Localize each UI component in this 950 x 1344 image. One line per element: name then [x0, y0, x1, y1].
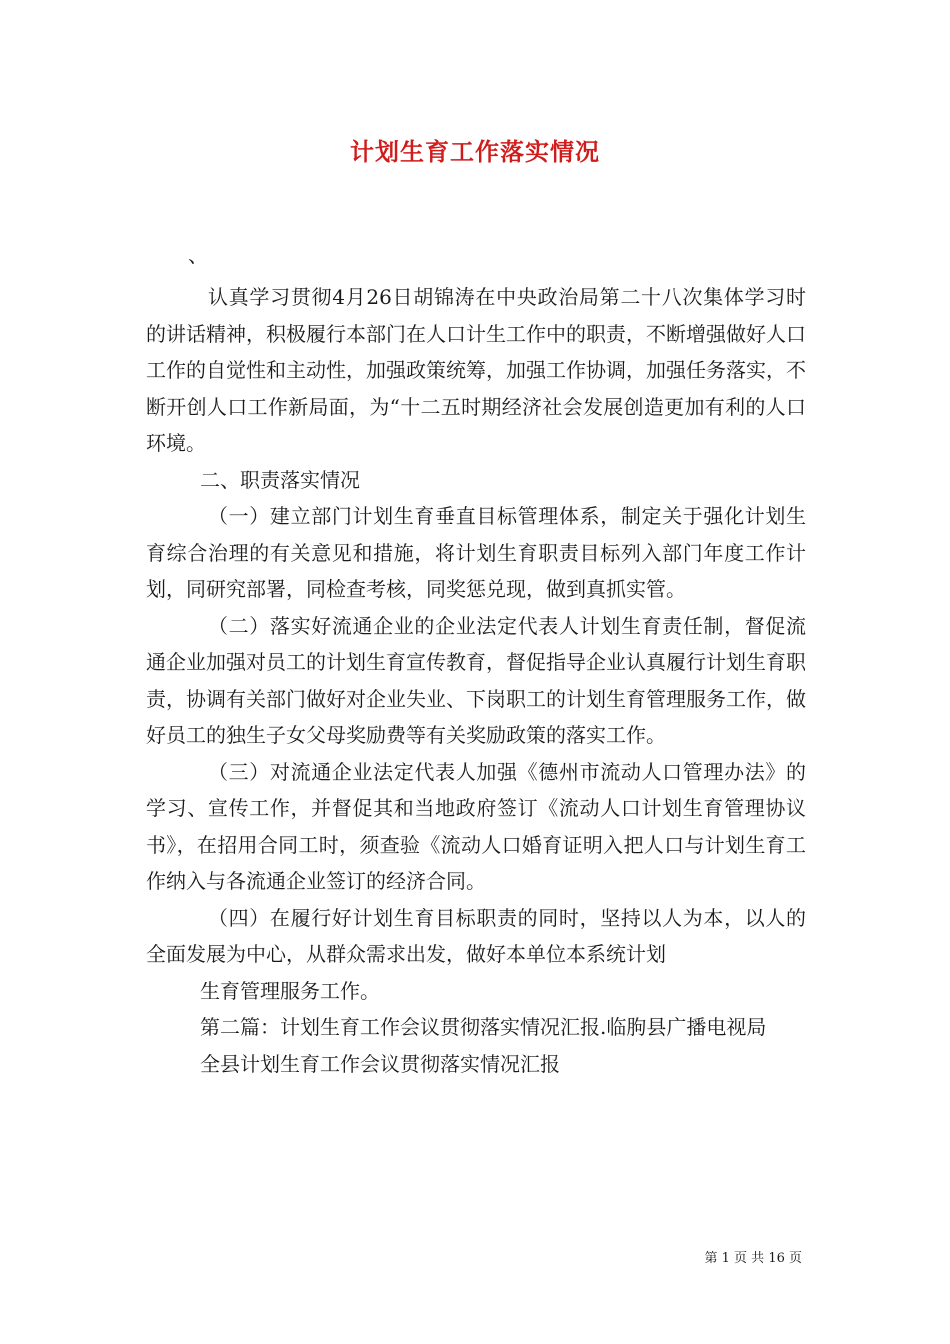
report-title: 全县计划生育工作会议贯彻落实情况汇报: [200, 1051, 560, 1076]
paragraph-item-4-cont: 生育管理服务工作。: [200, 978, 380, 1003]
paragraph-item-2: （二）落实好流通企业的企业法定代表人计划生育责任制，督促流通企业加强对员工的计划生育宣传教育，督促指导企业认真履行计划生育职责，协调有关部门做好对企业失业、下岗职工的计划生育管理服务工作，做好员工的独生子女父母奖励费等有关奖励政策的落实工作。: [146, 613, 806, 747]
second-article-title: 第二篇：计划生育工作会议贯彻落实情况汇报.临朐县广播电视局: [200, 1015, 767, 1039]
paragraph-intro: 认真学习贯彻4月26日胡锦涛在中央政治局第二十八次集体学习时的讲话精神，积极履行本部门在人口计生工作中的职责，不断增强做好人口工作的自觉性和主动性，加强政策统筹，加强工作协调，加强任务落实，不断开创人口工作新局面，为“十二五时期经济社会发展创造更加有利的人口环境。: [146, 285, 806, 455]
paragraph-item-1: （一）建立部门计划生育垂直目标管理体系，制定关于强化计划生育综合治理的有关意见和措施，将计划生育职责目标列入部门年度工作计划，同研究部署，同检查考核，同奖惩兑现，做到真抓实管。: [146, 504, 806, 601]
document-title: 计划生育工作落实情况: [350, 137, 600, 166]
paragraph-item-3: （三）对流通企业法定代表人加强《德州市流动人口管理办法》的学习、宣传工作，并督促其和当地政府签订《流动人口计划生育管理协议书》，在招用合同工时，须查验《流动人口婚育证明入把人口与计划生育工作纳入与各流通企业签订的经济合同。: [146, 759, 806, 893]
page-number: 第 1 页 共 16 页: [704, 1251, 802, 1266]
paragraph-item-4: （四）在履行好计划生育目标职责的同时，坚持以人为本，以人的全面发展为中心，从群众需求出发，做好本单位本系统计划: [146, 905, 806, 966]
document-body: [146, 279, 806, 1082]
section-heading: 二、职责落实情况: [200, 467, 360, 492]
punctuation-mark: 、: [188, 243, 208, 267]
